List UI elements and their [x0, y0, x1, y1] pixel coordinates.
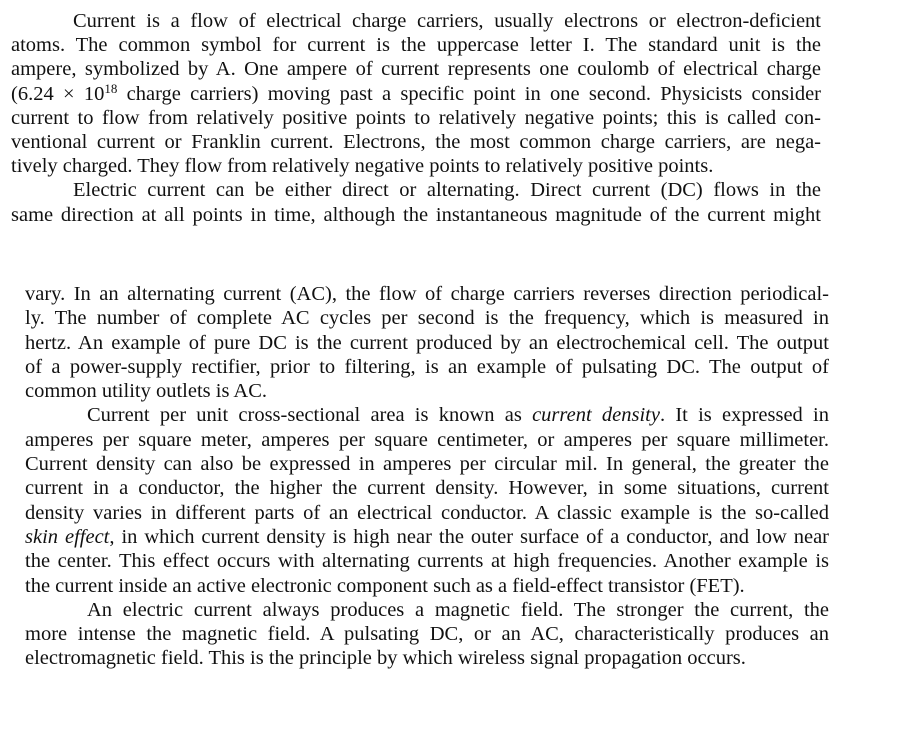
text-line: Current is a flow of electrical charge carriers, usually electrons or electron-deficient — [73, 10, 821, 32]
term-current-density: current density — [532, 404, 660, 427]
text-line: of a power-supply rectifier, prior to filtering, is an example of pulsating DC. The output of — [25, 355, 829, 378]
text-line: hertz. An example of pure DC is the current produced by an electrochemical cell. The output — [25, 331, 829, 354]
text-fragment: . It is expressed in — [659, 404, 829, 427]
text-line: An electric current always produces a magnetic field. The stronger the current, the — [87, 598, 829, 621]
text-line: the center. This effect occurs with alternating currents at high frequencies. Another example is — [25, 550, 829, 573]
text-line: common utility outlets is AC. — [25, 380, 268, 403]
text-line: tively charged. They flow from relatively negative points to relatively positive points. — [11, 155, 714, 178]
text-line: ampere, symbolized by A. One ampere of current represents one coulomb of electrical charge — [11, 58, 821, 81]
text-line: same direction at all points in time, although the instantaneous magnitude of the current might — [11, 203, 821, 226]
text-line: density varies in different parts of an electrical conductor. A classic example is the so-called — [25, 501, 829, 524]
text-line: current in a conductor, the higher the current density. However, in some situations, current — [25, 477, 829, 500]
text-block-top — [11, 9, 821, 227]
term-skin-effect: skin effect — [25, 525, 110, 548]
text-line: Electric current can be either direct or alternating. Direct current (DC) flows in the — [73, 179, 821, 202]
text-fragment: charge carriers) moving past a specific point in one second. Physicists consider — [117, 82, 821, 105]
text-line: current to flow from relatively positive points to relatively negative points; this is called con- — [11, 106, 821, 129]
paragraph-current-definition — [11, 9, 821, 178]
text-fragment: Current per unit cross-sectional area is known as — [87, 404, 533, 427]
text-line — [11, 82, 821, 106]
text-line: vary. In an alternating current (AC), the flow of charge carriers reverses direction periodical- — [25, 283, 829, 305]
text-line: atoms. The common symbol for current is the uppercase letter I. The standard unit is the — [11, 34, 821, 57]
paragraph-magnetic-field — [25, 598, 829, 671]
text-line: amperes per square meter, amperes per square centimeter, or amperes per square millimeter. — [25, 428, 829, 451]
text-line: more intense the magnetic field. A pulsating DC, or an AC, characteristically produces an — [25, 623, 829, 646]
text-line: the current inside an active electronic component such as a field-effect transistor (FET). — [25, 574, 745, 597]
text-line — [25, 403, 829, 427]
paragraph-dc-ac-continued — [25, 282, 829, 403]
paragraph-dc-ac — [11, 178, 821, 226]
superscript-exponent: 18 — [104, 80, 118, 96]
text-line — [25, 525, 829, 549]
text-block-bottom — [25, 282, 829, 671]
text-line: ly. The number of complete AC cycles per second is the frequency, which is measured in — [25, 307, 829, 330]
paragraph-current-density — [25, 403, 829, 597]
text-fragment: , in which current density is high near the outer surface of a conductor, and low near — [109, 525, 830, 548]
text-line: electromagnetic field. This is the principle by which wireless signal propagation occurs. — [25, 647, 746, 670]
text-line: Current density can also be expressed in amperes per circular mil. In general, the greater the — [25, 453, 829, 476]
text-fragment: (6.24 × 10 — [11, 82, 105, 105]
text-line: ventional current or Franklin current. Electrons, the most common charge carriers, are nega- — [11, 131, 821, 154]
